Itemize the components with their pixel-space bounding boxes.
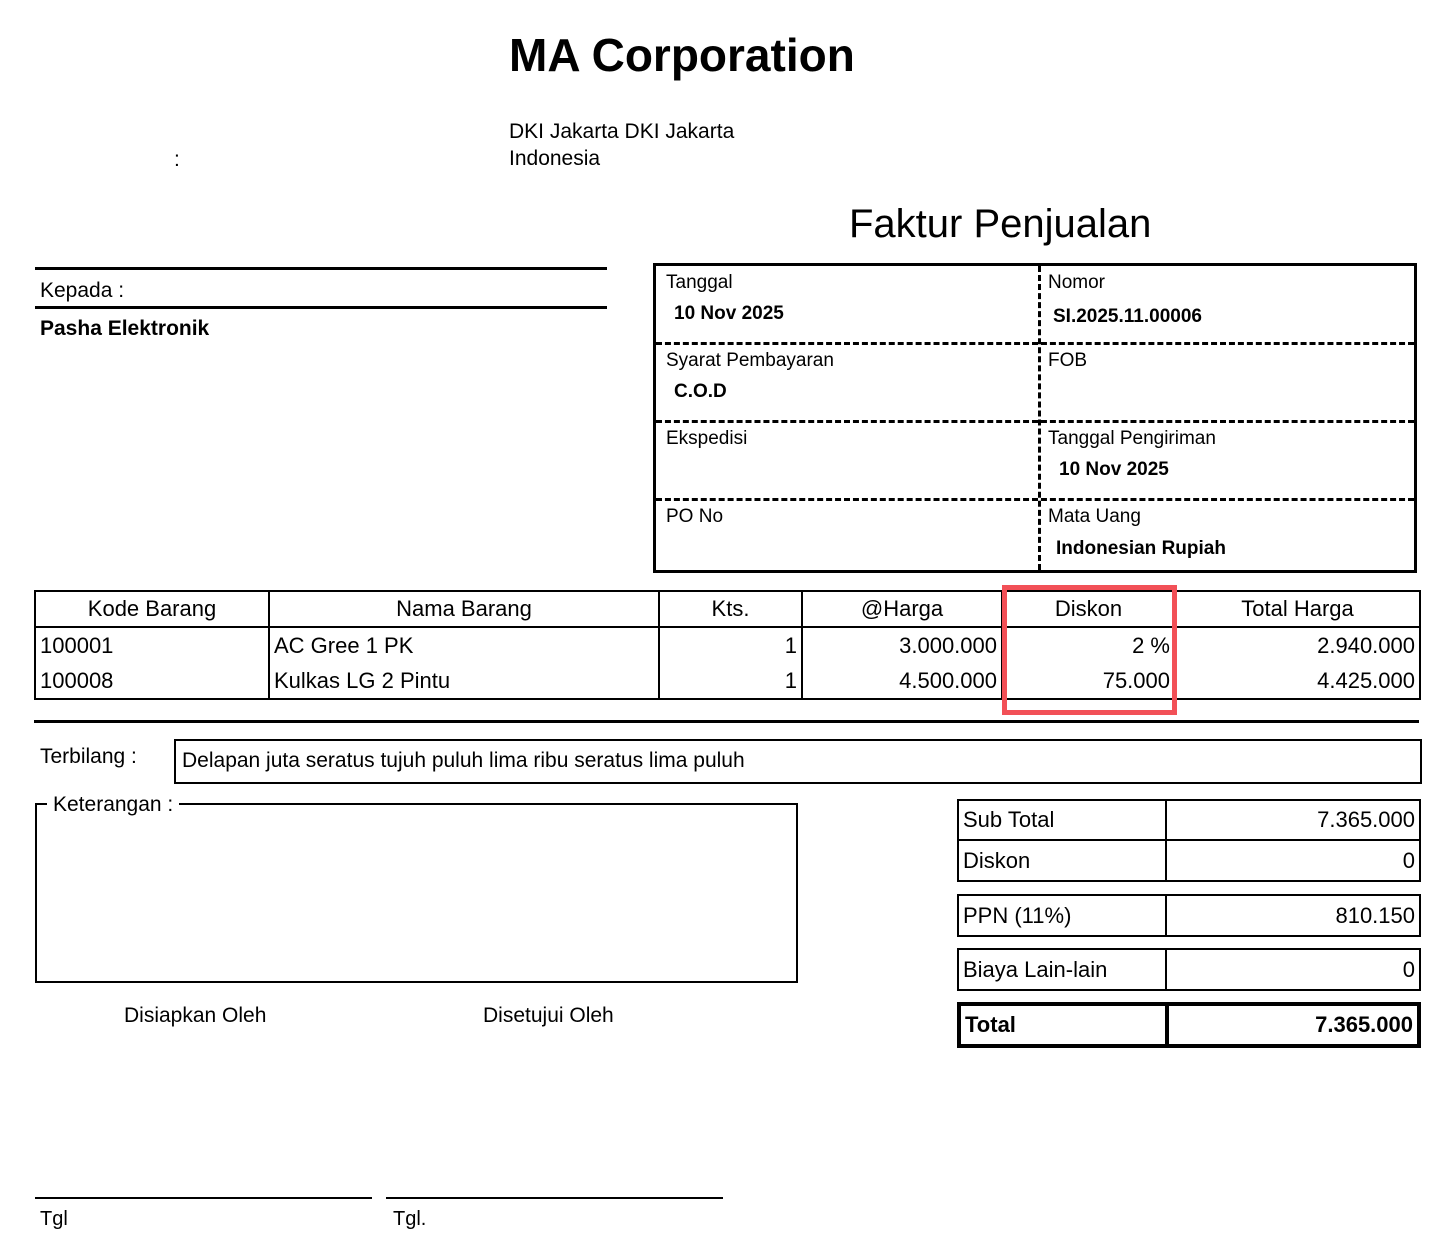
tanggal-pengiriman-value: 10 Nov 2025 [1059, 459, 1169, 480]
diskon-row [957, 839, 1421, 882]
column-header-total: Total Harga [1175, 591, 1420, 627]
company-address-line2: Indonesia [509, 147, 601, 170]
cell-kode: 100008 [35, 663, 269, 699]
tgl-label-prepared: Tgl [40, 1208, 68, 1230]
column-header-diskon: Diskon [1002, 591, 1175, 627]
subtotal-value: 7.365.000 [1317, 807, 1415, 832]
divider [34, 720, 1419, 723]
cell-diskon: 75.000 [1002, 663, 1175, 699]
divider [35, 306, 607, 309]
cell-kode: 100001 [35, 627, 269, 663]
grand-total-row [957, 1002, 1421, 1048]
cell-nama: Kulkas LG 2 Pintu [269, 663, 659, 699]
grand-total-label: Total [961, 1006, 1169, 1044]
mata-uang-label: Mata Uang [1048, 506, 1141, 527]
mata-uang-value: Indonesian Rupiah [1056, 538, 1226, 559]
prepared-by-label: Disiapkan Oleh [124, 1004, 267, 1027]
company-address-line1: DKI Jakarta DKI Jakarta [509, 120, 735, 143]
approved-by-label: Disetujui Oleh [483, 1004, 614, 1027]
column-header-kode: Kode Barang [35, 591, 269, 627]
terbilang-label: Terbilang : [40, 745, 137, 768]
document-title: Faktur Penjualan [849, 202, 1152, 246]
invoice-info-box [653, 263, 1417, 573]
ppn-label: PPN (11%) [959, 896, 1167, 935]
subtotal-label: Sub Total [959, 801, 1167, 839]
customer-name: Pasha Elektronik [40, 317, 210, 340]
cell-harga: 3.000.000 [802, 627, 1002, 663]
nomor-label: Nomor [1048, 272, 1106, 293]
cell-harga: 4.500.000 [802, 663, 1002, 699]
tanggal-value: 10 Nov 2025 [674, 303, 784, 324]
company-name: MA Corporation [509, 29, 855, 81]
biaya-lain-label: Biaya Lain-lain [959, 950, 1167, 989]
signature-line [35, 1197, 372, 1199]
column-header-harga: @Harga [802, 591, 1002, 627]
customer-label: Kepada : [40, 279, 125, 302]
cell-total: 4.425.000 [1175, 663, 1420, 699]
ppn-value: 810.150 [1335, 902, 1415, 928]
table-row [35, 663, 1420, 699]
nomor-value: SI.2025.11.00006 [1053, 306, 1202, 327]
column-header-kts: Kts. [659, 591, 802, 627]
cell-kts: 1 [659, 627, 802, 663]
ppn-row [957, 894, 1421, 937]
tanggal-pengiriman-label: Tanggal Pengiriman [1048, 428, 1216, 449]
divider [656, 420, 1414, 423]
cell-nama: AC Gree 1 PK [269, 627, 659, 663]
ekspedisi-label: Ekspedisi [666, 428, 748, 449]
table-header-row [35, 591, 1420, 627]
biaya-lain-value: 0 [1402, 956, 1415, 982]
cell-total: 2.940.000 [1175, 627, 1420, 663]
divider [1038, 266, 1041, 570]
subtotal-row [957, 799, 1421, 841]
tanggal-label: Tanggal [666, 272, 733, 293]
diskon-label: Diskon [959, 841, 1167, 880]
items-table [34, 590, 1421, 700]
column-header-nama: Nama Barang [269, 591, 659, 627]
syarat-pembayaran-label: Syarat Pembayaran [666, 350, 834, 371]
divider [656, 498, 1414, 501]
divider [35, 267, 607, 270]
diskon-column-highlight [1002, 585, 1177, 715]
biaya-lain-row [957, 948, 1421, 991]
fob-label: FOB [1048, 350, 1088, 371]
divider [656, 342, 1414, 345]
terbilang-text: Delapan juta seratus tujuh puluh lima ribu seratus lima puluh [174, 739, 1422, 784]
keterangan-label: Keterangan : [47, 793, 179, 817]
cell-diskon: 2 % [1002, 627, 1175, 663]
grand-total-value: 7.365.000 [1315, 1012, 1413, 1037]
po-no-label: PO No [666, 506, 724, 527]
signature-line [386, 1197, 723, 1199]
keterangan-box [35, 803, 798, 983]
label-colon: : [174, 148, 180, 171]
cell-kts: 1 [659, 663, 802, 699]
diskon-value: 0 [1402, 847, 1415, 873]
syarat-pembayaran-value: C.O.D [674, 381, 727, 402]
tgl-label-approved: Tgl. [393, 1208, 427, 1230]
table-row [35, 627, 1420, 663]
